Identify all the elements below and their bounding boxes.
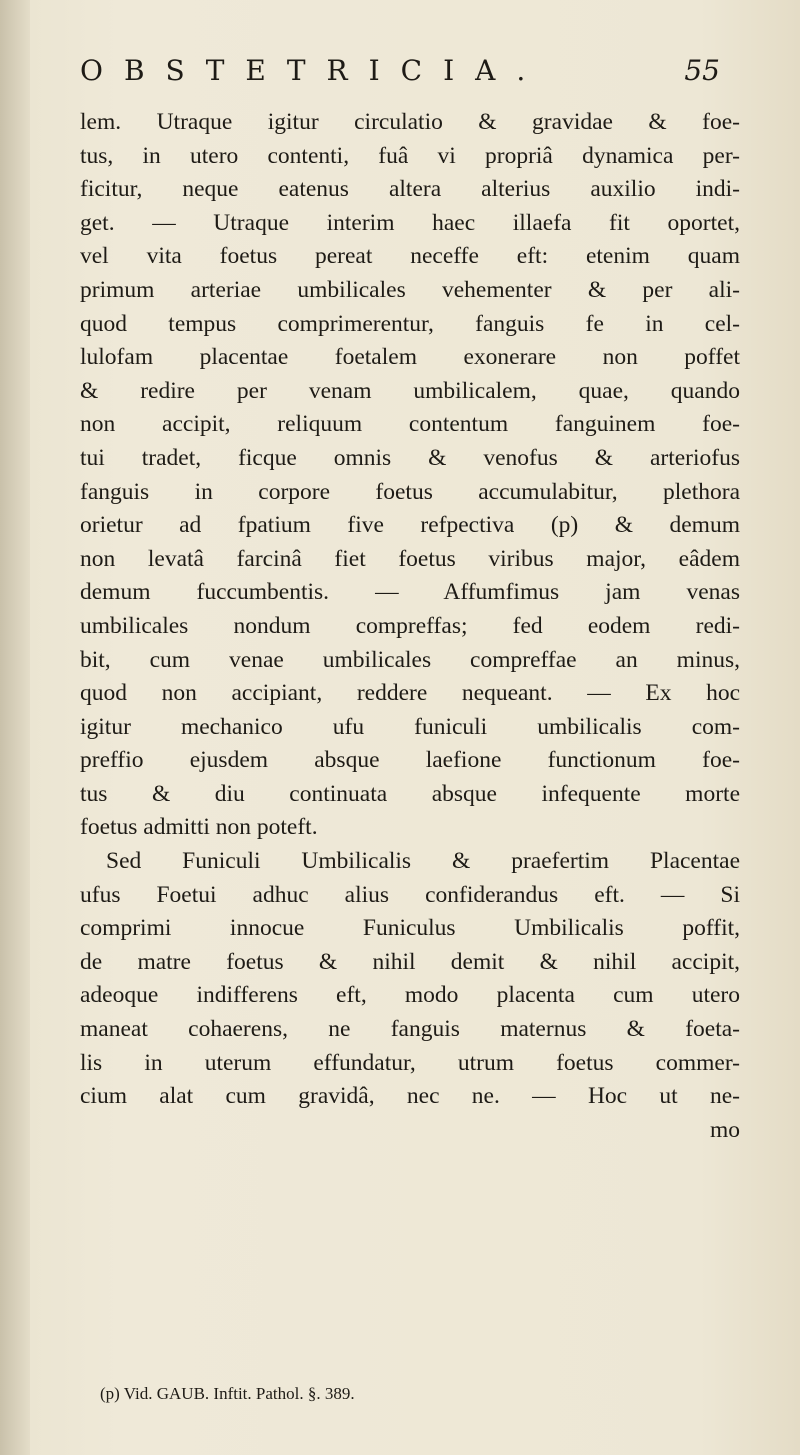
text-line: tui tradet, ficque omnis & venofus & arteriofus	[80, 444, 740, 471]
text-line: quod non accipiant, reddere nequeant. — Ex hoc	[80, 680, 740, 707]
text-line: cium alat cum gravidâ, nec ne. — Hoc ut ne-	[80, 1083, 740, 1110]
text-line: & redire per venam umbilicalem, quae, quando	[80, 377, 740, 404]
text-line: primum arteriae umbilicales vehementer & per ali-	[80, 276, 740, 303]
text-line: Sed Funiculi Umbilicalis & praefertim Placentae	[106, 848, 740, 875]
page-gutter	[0, 0, 30, 1455]
text-line: ficitur, neque eatenus altera alterius auxilio indi-	[80, 176, 740, 203]
text-line: fanguis in corpore foetus accumulabitur, plethora	[80, 478, 740, 505]
running-head-title: OBSTETRICIA.	[80, 54, 547, 87]
text-line: bit, cum venae umbilicales compreffae an minus,	[80, 646, 740, 673]
catchword: mo	[709, 1116, 740, 1143]
text-line: quod tempus comprimerentur, fanguis fe in cel-	[80, 310, 740, 337]
text-line: lis in uterum effundatur, utrum foetus commer-	[80, 1049, 740, 1076]
text-line: lulofam placentae foetalem exonerare non poffet	[80, 344, 740, 371]
text-line: igitur mechanico ufu funiculi umbilicalis com-	[80, 713, 740, 740]
text-line: tus, in utero contenti, fuâ vi propriâ dynamica per-	[80, 142, 740, 169]
text-line: tus & diu continuata absque infequente morte	[80, 780, 740, 807]
text-line: ufus Foetui adhuc alius confiderandus eft. — Si	[80, 881, 740, 908]
text-line: de matre foetus & nihil demit & nihil accipit,	[80, 948, 740, 975]
running-head	[80, 46, 720, 96]
text-line: get. — Utraque interim haec illaefa fit oportet,	[80, 209, 740, 236]
text-line: foetus admitti non poteft.	[80, 814, 318, 841]
text-line: umbilicales nondum compreffas; fed eodem redi-	[80, 612, 740, 639]
text-line: non accipit, reliquum contentum fanguinem foe-	[80, 411, 740, 438]
body-text	[80, 106, 740, 1147]
page-number: 55	[684, 54, 720, 87]
text-line: demum fuccumbentis. — Affumfimus jam venas	[80, 579, 740, 606]
text-line: adeoque indifferens eft, modo placenta cum utero	[80, 982, 740, 1009]
text-line: orietur ad fpatium five refpectiva (p) & demum	[80, 512, 740, 539]
text-line: preffio ejusdem absque laefione functionum foe-	[80, 747, 740, 774]
text-line: maneat cohaerens, ne fanguis maternus & foeta-	[80, 1016, 740, 1043]
footnote: (p) Vid. GAUB. Inftit. Pathol. §. 389.	[100, 1384, 355, 1403]
text-line: comprimi innocue Funiculus Umbilicalis poffit,	[80, 915, 740, 942]
text-line: vel vita foetus pereat neceffe eft: etenim quam	[80, 243, 740, 270]
text-line: non levatâ farcinâ fiet foetus viribus major, eâdem	[80, 545, 740, 572]
text-line: lem. Utraque igitur circulatio & gravidae & foe-	[80, 109, 740, 135]
